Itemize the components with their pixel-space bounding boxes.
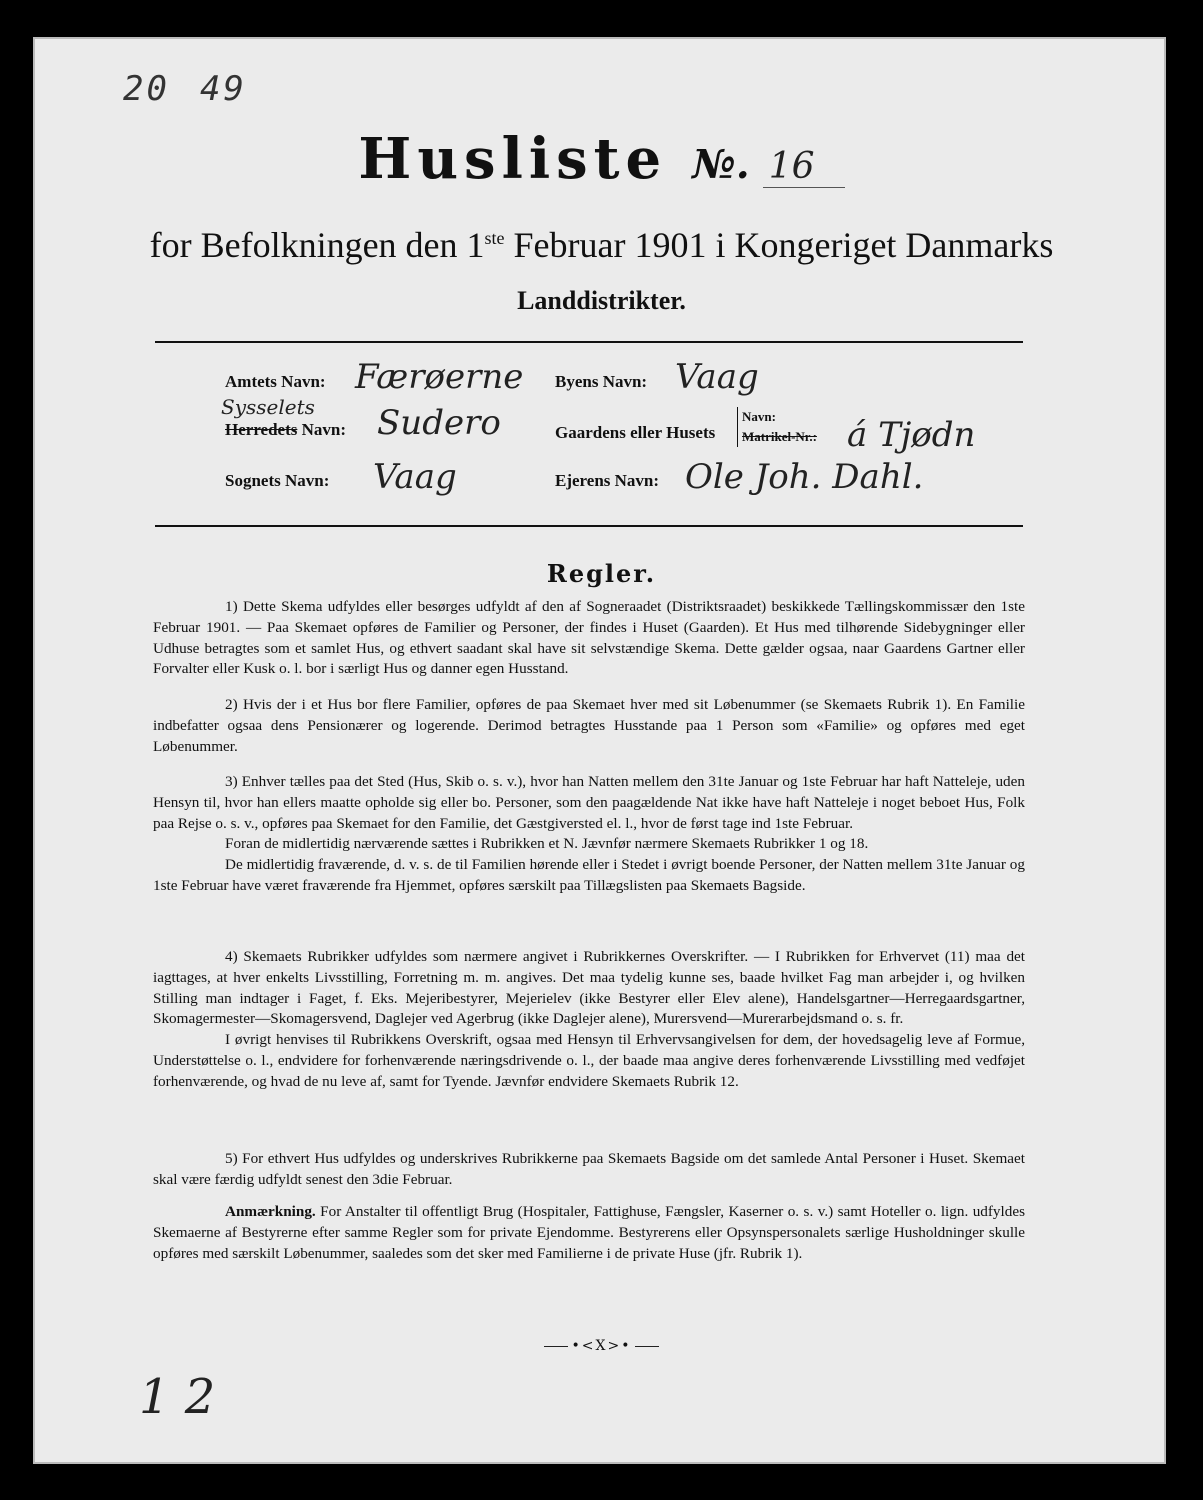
- archive-number: [123, 69, 277, 109]
- note: [153, 1202, 1025, 1264]
- herred-label: [225, 420, 346, 440]
- form-subtitle: [35, 224, 1168, 266]
- rule-3: [153, 772, 1025, 897]
- fields-divider: [155, 525, 1023, 527]
- rule-4-text: 4) Skemaets Rubrikker udfyldes som nærmere angivet i Rubrikkernes Overskrifter. — I Rubrikken for Erhvervet (11) maa det iagttages, at hver enkelts Livsstilling, Forretning m. m. angives. Det maa tydelig kunne ses, baade hvilket Fag man arbejder i, og hvilken Stilling man indtager i Faget, f. Eks. Mejeribestyrer, Mejerielev (ikke Bestyrer eller Elev alene), Handelsgartner—Herregaardsgartner, Skomagermester—Skomagersvend, Daglejer ved Agerbrug (ikke Daglejer alene), Murersvend—Murerarbejdsmand o. s. fr.: [153, 948, 1025, 1028]
- ejer-label: Ejerens Navn:: [555, 471, 660, 490]
- list-number: 16: [763, 146, 845, 188]
- note-label: Anmærkning.: [225, 1203, 316, 1220]
- rule-3-text: 3) Enhver tælles paa det Sted (Hus, Skib o. s. v.), hvor han Natten mellem den 31te Januar og 1ste Februar har haft Natteleje, uden Hensyn til, hvor han ellers maatte opholde sig eller bo. Personer, som den paagældende Nat ikke have haft Natteleje i noget beboet Hus, Folk paa Rejse o. s. v., opføres paa Skemaet for den Familie, det Gæstgiversted el. l., hvor de først tage ind 1ste Februar.: [153, 773, 1025, 832]
- rule-5: [153, 1149, 1025, 1191]
- handwritten-page-number: 1 2: [139, 1369, 216, 1425]
- sogn-value: Vaag: [373, 457, 457, 497]
- gaard-label: Gaardens eller Husets: [555, 423, 716, 442]
- rule-3b-text: Foran de midlertidig nærværende sættes i Rubrikken et N. Jævnfør nærmere Skemaets Rubrikker 1 og 18.: [225, 835, 869, 853]
- subtitle-pre: for Befolkningen den 1: [149, 225, 485, 265]
- herred-correction: Sysselets: [221, 395, 315, 419]
- subtitle-post: Februar 1901 i Kongeriget Danmarks: [504, 225, 1054, 265]
- rules-heading: Regler.: [546, 559, 657, 588]
- note-body: For Anstalter til offentligt Brug (Hospitaler, Fattighuse, Fængsler, Kaserner o. s. v.) samt Hoteller o. lign. udfyldes Skemaerne af Bestyrerne efter samme Regler som for private Ejendomme. Bestyrerens eller Opsynspersonalets særlige Husholdninger skulle opføres med særskilt Løbenummer, saaledes som det sker med Familierne i de private Huse (jfr. Rubrik 1).: [153, 1203, 1025, 1262]
- census-form-page: [33, 37, 1166, 1464]
- rule-4b-text: I øvrigt henvises til Rubrikkens Overskrift, ogsaa med Hensyn til Erhvervsangivelsen for dem, der hovedsagelig leve af Formue, Understøttelse o. l., endvidere for forhenværende næringsdrivende o. l., der baade maa angive deres forhenværende Livsstilling med vedføjet forhenværende, og hvad de nu leve af, samt for Tyende. Jævnfør endvidere Skemaets Rubrik 12.: [153, 1031, 1025, 1090]
- herred-value: Sudero: [377, 403, 501, 443]
- form-subtitle-district: Landdistrikter.: [517, 286, 686, 315]
- rule-1-text: 1) Dette Skema udfyldes eller besørges udfyldt af den af Sogneraadet (Distriktsraadet) beskikkede Tællingskommissær den 1ste Februar 1901. — Paa Skemaet opføres de Familier og Personer, der findes i Huset (Gaarden). Et Hus med tilhørende Sidebygninger eller Udhuse betragtes som et samlet Hus, og ethvert saadant skal have sit selvstændige Skema. Dette gælder ogsaa, naar Gaardens Gartner eller Forvalter eller Kusk o. l. bor i særligt Hus og danner egen Husstand.: [153, 598, 1025, 678]
- amt-value: Færøerne: [355, 357, 524, 397]
- ejer-value: Ole Joh. Dahl.: [685, 457, 924, 497]
- number-label: №.: [692, 141, 750, 188]
- rule-3c-text: De midlertidig fraværende, d. v. s. de til Familien hørende eller i Stedet i øvrigt boende Personer, der Natten mellem 31te Januar og 1ste Februar have været fraværende fra Hjemmet, opføres særskilt paa Tillægslisten paa Skemaets Bagside.: [153, 856, 1025, 894]
- sogn-label: Sognets Navn:: [225, 471, 330, 490]
- rule-4: [153, 947, 1025, 1093]
- archive-number-1: 20: [123, 69, 170, 109]
- rule-1: [153, 597, 1025, 680]
- gaard-value: á Tjødn: [847, 415, 976, 455]
- by-value: Vaag: [675, 357, 759, 397]
- rule-2: [153, 695, 1025, 757]
- gaard-sublabels: [737, 407, 817, 447]
- subtitle-sup: ste: [484, 228, 505, 248]
- rule-2-text: 2) Hvis der i et Hus bor flere Familier, opføres de paa Skemaet hver med sit Løbenummer (se Skemaets Rubrik 1). En Familie indbefatter ogsaa dens Pensionærer og logerende. Derimod betragtes Husstande paa 1 Person som «Familie» og opføres med eget Løbenummer.: [153, 696, 1025, 755]
- amt-label: Amtets Navn:: [225, 372, 326, 391]
- by-label: Byens Navn:: [555, 372, 648, 391]
- rule-5-text: 5) For ethvert Hus udfyldes og underskrives Rubrikkerne paa Skemaets Bagside om det samlede Antal Personer i Huset. Skemaet skal være færdig udfyldt senest den 3die Februar.: [153, 1150, 1025, 1188]
- ornament-divider: [35, 1338, 1168, 1354]
- form-title-row: [35, 126, 1168, 192]
- gaard-navn-label: Navn:: [742, 409, 776, 424]
- note-text: [153, 1202, 1025, 1264]
- gaard-matrikel-label: Matrikel-Nr.:: [742, 429, 817, 444]
- top-divider: [155, 341, 1023, 343]
- archive-number-2: 49: [199, 69, 247, 109]
- herred-struck: Herredets: [225, 420, 298, 439]
- form-title: Husliste: [358, 126, 668, 192]
- ornament: •<X>•: [571, 1338, 632, 1354]
- herred-label-rest: Navn:: [297, 420, 347, 439]
